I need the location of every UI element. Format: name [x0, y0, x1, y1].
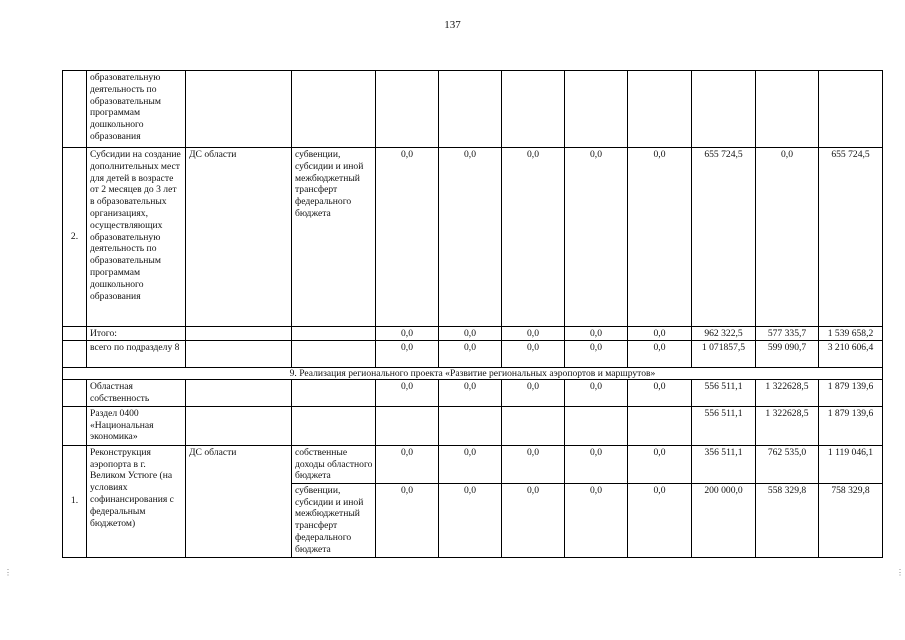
value-cell: 1 119 046,1 — [819, 445, 883, 483]
value-cell: 0,0 — [502, 327, 565, 341]
source-cell: субвенции, субсидии и иной межбюджетный трансферт федерального бюджета — [292, 148, 376, 327]
table-row — [63, 406, 883, 445]
value-cell: 556 511,1 — [692, 379, 756, 406]
executor-cell: ДС области — [186, 148, 292, 327]
value-cell: 0,0 — [376, 483, 439, 557]
value-cell: 0,0 — [565, 445, 628, 483]
value-cell: 200 000,0 — [692, 483, 756, 557]
page-number: 137 — [444, 19, 461, 31]
table-row — [63, 379, 883, 406]
value-cell: 962 322,5 — [692, 327, 756, 341]
value-cell: 0,0 — [376, 148, 439, 327]
value-cell: 1 071857,5 — [692, 340, 756, 367]
value-cell: 356 511,1 — [692, 445, 756, 483]
table-row — [63, 445, 883, 483]
value-cell — [439, 406, 502, 445]
table-row — [63, 71, 883, 148]
value-cell: 3 210 606,4 — [819, 340, 883, 367]
index-cell — [63, 71, 87, 148]
budget-table — [62, 70, 883, 558]
value-cell: 0,0 — [376, 379, 439, 406]
value-cell: 0,0 — [565, 327, 628, 341]
name-cell: Областная собственность — [87, 379, 186, 406]
value-cell: 1 879 139,6 — [819, 406, 883, 445]
scan-edge-mark-right: ⋮ — [896, 568, 904, 577]
value-cell: 556 511,1 — [692, 406, 756, 445]
value-cell: 558 329,8 — [756, 483, 819, 557]
value-cell: 0,0 — [439, 340, 502, 367]
value-cell: 0,0 — [376, 445, 439, 483]
section-heading: 9. Реализация регионального проекта «Развитие региональных аэропортов и маршрутов» — [63, 367, 883, 379]
name-cell: всего по подразделу 8 — [87, 340, 186, 367]
value-cell: 0,0 — [439, 148, 502, 327]
value-cell: 0,0 — [439, 379, 502, 406]
value-cell — [376, 406, 439, 445]
value-cell: 0,0 — [628, 327, 692, 341]
value-cell — [628, 406, 692, 445]
name-cell: образовательную деятельность по образовательным программам дошкольного образования — [87, 71, 186, 148]
value-cell: 599 090,7 — [756, 340, 819, 367]
name-cell: Итого: — [87, 327, 186, 341]
name-cell: Раздел 0400 «Национальная экономика» — [87, 406, 186, 445]
value-cell: 0,0 — [502, 340, 565, 367]
value-cell: 577 335,7 — [756, 327, 819, 341]
value-cell: 0,0 — [565, 379, 628, 406]
value-cell: 0,0 — [628, 148, 692, 327]
value-cell: 1 879 139,6 — [819, 379, 883, 406]
value-cell: 0,0 — [502, 445, 565, 483]
value-cell: 0,0 — [439, 445, 502, 483]
index-cell: 2. — [63, 148, 87, 327]
value-cell: 0,0 — [628, 379, 692, 406]
value-cell: 0,0 — [628, 340, 692, 367]
value-cell: 0,0 — [565, 340, 628, 367]
table-row — [63, 367, 883, 379]
value-cell: 0,0 — [502, 148, 565, 327]
value-cell: 0,0 — [565, 483, 628, 557]
value-cell: 0,0 — [628, 483, 692, 557]
table-row — [63, 340, 883, 367]
scan-edge-mark-left: ⋮ — [4, 568, 12, 577]
value-cell: 0,0 — [376, 327, 439, 341]
value-cell: 1 322628,5 — [756, 379, 819, 406]
value-cell: 0,0 — [439, 483, 502, 557]
source-cell: собственные доходы областного бюджета — [292, 445, 376, 483]
value-cell: 0,0 — [502, 379, 565, 406]
table-row — [63, 148, 883, 327]
value-cell — [502, 406, 565, 445]
table-row — [63, 327, 883, 341]
name-cell: Реконструкция аэропорта в г. Великом Устюге (на условиях софинансирования с федеральным бюджетом) — [87, 445, 186, 557]
source-cell: субвенции, субсидии и иной межбюджетный трансферт федерального бюджета — [292, 483, 376, 557]
index-cell: 1. — [63, 445, 87, 557]
value-cell: 758 329,8 — [819, 483, 883, 557]
value-cell: 762 535,0 — [756, 445, 819, 483]
name-cell: Субсидии на создание дополнительных мест для детей в возрасте от 2 месяцев до 3 лет в образовательных организациях, осуществляющих образовательную деятельность по образовательным программам дошкольного образования — [87, 148, 186, 327]
value-cell: 0,0 — [502, 483, 565, 557]
value-cell: 1 539 658,2 — [819, 327, 883, 341]
value-cell: 0,0 — [439, 327, 502, 341]
value-cell: 0,0 — [628, 445, 692, 483]
value-cell — [565, 406, 628, 445]
value-cell: 0,0 — [565, 148, 628, 327]
value-cell: 0,0 — [376, 340, 439, 367]
executor-cell: ДС области — [186, 445, 292, 557]
value-cell: 0,0 — [756, 148, 819, 327]
value-cell: 1 322628,5 — [756, 406, 819, 445]
value-cell: 655 724,5 — [692, 148, 756, 327]
value-cell: 655 724,5 — [819, 148, 883, 327]
